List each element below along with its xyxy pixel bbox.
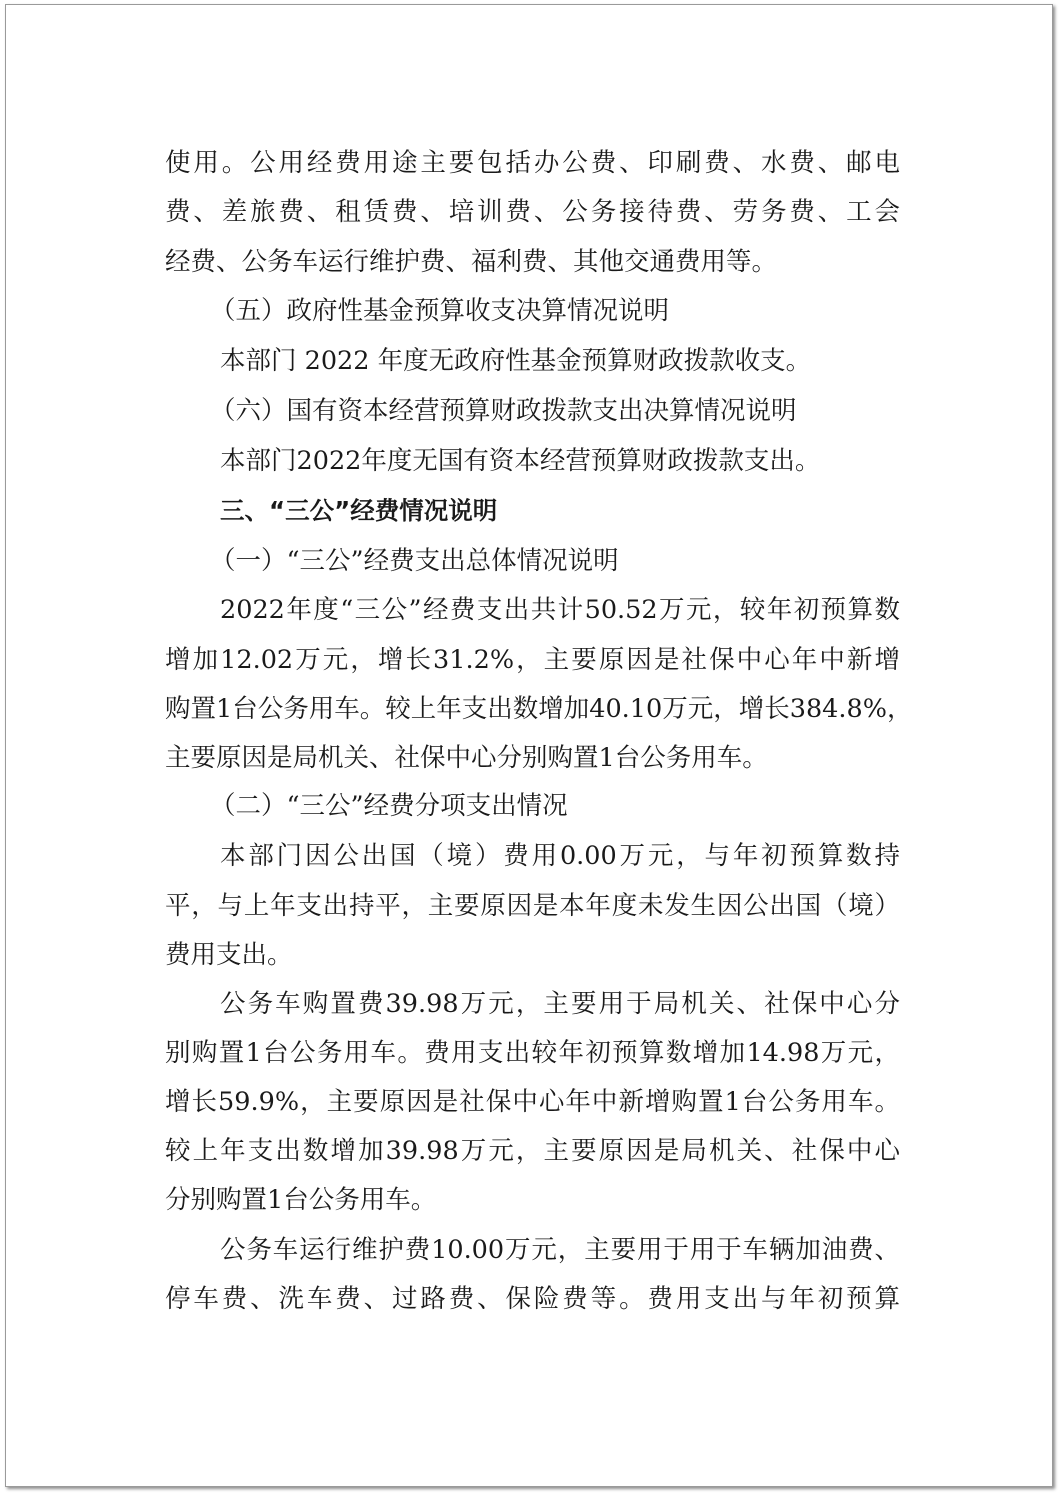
paragraph-line: 本部门2022年度无国有资本经营预算财政拨款支出。 <box>220 446 821 476</box>
section-heading-5: （五）政府性基金预算收支决算情况说明 <box>210 296 670 326</box>
paragraph-line: 较上年支出数增加39.98万元，主要原因是局机关、社保中心 <box>165 1136 900 1166</box>
paragraph-line: 停车费、洗车费、过路费、保险费等。费用支出与年初预算 <box>165 1284 900 1314</box>
paragraph-line: 费用支出。 <box>165 940 293 970</box>
paragraph-line: 经费、公务车运行维护费、福利费、其他交通费用等。 <box>165 247 778 277</box>
paragraph-line: 公务车购置费39.98万元，主要用于局机关、社保中心分 <box>220 989 900 1019</box>
paragraph-line: 主要原因是局机关、社保中心分别购置1台公务用车。 <box>165 743 768 773</box>
paragraph-line: 费、差旅费、租赁费、培训费、公务接待费、劳务费、工会 <box>165 197 900 227</box>
paragraph-line: 购置1台公务用车。较上年支出数增加40.10万元，增长384.8%， <box>165 694 913 724</box>
section-heading-6: （六）国有资本经营预算财政拨款支出决算情况说明 <box>210 396 797 426</box>
paragraph-line: 本部门 2022 年度无政府性基金预算财政拨款收支。 <box>220 346 812 376</box>
section-heading-2: （二）“三公”经费分项支出情况 <box>210 791 568 821</box>
paragraph-line: 2022年度“三公”经费支出共计50.52万元，较年初预算数 <box>220 595 900 625</box>
paragraph-line: 增加12.02万元，增长31.2%，主要原因是社保中心年中新增 <box>165 645 900 675</box>
paragraph-line: 别购置1台公务用车。费用支出较年初预算数增加14.98万元， <box>165 1038 900 1068</box>
paragraph-line: 分别购置1台公务用车。 <box>165 1185 437 1215</box>
paragraph-line: 平，与上年支出持平，主要原因是本年度未发生因公出国（境） <box>165 891 900 921</box>
paragraph-line: 本部门因公出国（境）费用0.00万元，与年初预算数持 <box>220 841 900 871</box>
paragraph-line: 使用。公用经费用途主要包括办公费、印刷费、水费、邮电 <box>165 148 900 178</box>
paragraph-line: 增长59.9%，主要原因是社保中心年中新增购置1台公务用车。 <box>165 1087 900 1117</box>
section-heading-1: （一）“三公”经费支出总体情况说明 <box>210 546 619 576</box>
paragraph-line: 公务车运行维护费10.00万元，主要用于用于车辆加油费、 <box>220 1235 900 1265</box>
chapter-heading-3: 三、“三公”经费情况说明 <box>220 496 498 525</box>
